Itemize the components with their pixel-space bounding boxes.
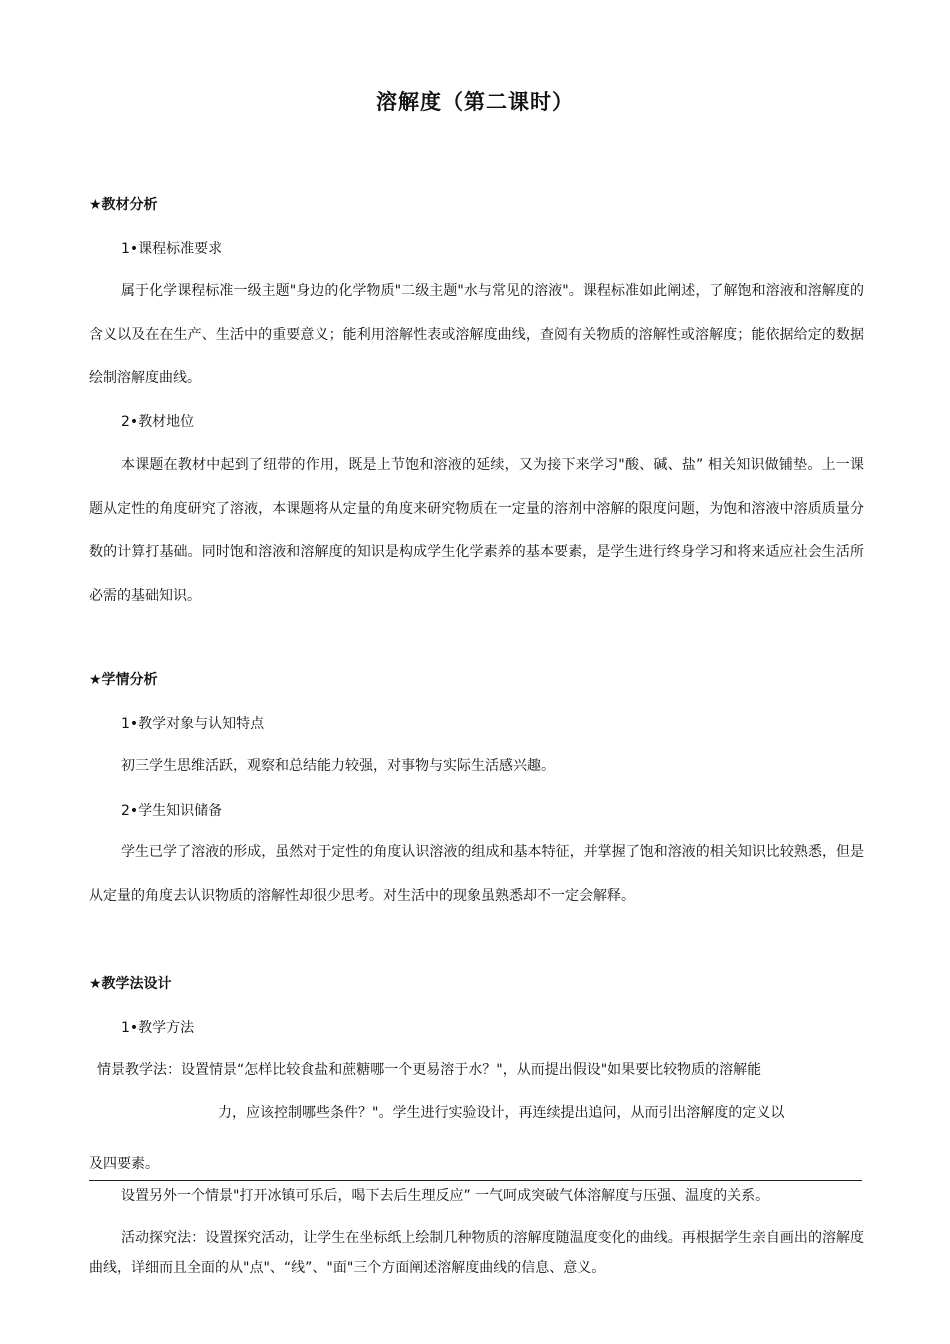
subheading-textbook-position: 2•教材地位 — [121, 414, 195, 430]
subheading-teaching-target: 1•教学对象与认知特点 — [121, 716, 265, 732]
paragraph-teaching-target: 初三学生思维活跃，观察和总结能力较强，对事物与实际生活感兴趣。 — [121, 758, 555, 774]
method-line-2: 力，应该控制哪些条件？"。学生进行实验设计，再连续提出追问，从而引出溶解度的定义以 — [218, 1105, 785, 1121]
horizontal-rule — [89, 1180, 862, 1181]
subheading-curriculum-standard: 1•课程标准要求 — [121, 241, 223, 257]
paragraph-activity-inquiry: 活动探究法：设置探究活动，让学生在坐标纸上绘制几种物质的溶解度随温度变化的曲线。再根据学生亲自画出的溶解度曲线，详细而且全面的从"点"、“线”、"面"三个方面阐述溶解度曲线的信息、意义。 — [89, 1230, 864, 1276]
method-line-1: 情景教学法：设置情景“怎样比较食盐和蔗糖哪一个更易溶于水？"，从而提出假设"如果要比较物质的溶解能 — [97, 1062, 762, 1078]
section-heading-teaching-design: ★教学法设计 — [89, 976, 172, 992]
document-title: 溶解度（第二课时） — [376, 90, 574, 114]
method-line-4: 设置另外一个情景"打开冰镇可乐后，喝下去后生理反应” 一气呵成突破气体溶解度与压强、温度的关系。 — [121, 1188, 770, 1204]
paragraph-student-knowledge: 学生已学了溶液的形成，虽然对于定性的角度认识溶液的组成和基本特征，并掌握了饱和溶液的相关知识比较熟悉，但是从定量的角度去认识物质的溶解性却很少思考。对生活中的现象虽熟悉却不一定会解释。 — [89, 844, 864, 904]
paragraph-curriculum-standard: 属于化学课程标准一级主题"身边的化学物质"二级主题"水与常见的溶液"。课程标准如此阐述，了解饱和溶液和溶解度的含义以及在在生产、生活中的重要意义；能利用溶解性表或溶解度曲线，查阅有关物质的溶解性或溶解度；能依据给定的数据绘制溶解度曲线。 — [89, 283, 864, 386]
section-heading-student-analysis: ★学情分析 — [89, 672, 158, 688]
method-line-3: 及四要素。 — [89, 1156, 159, 1172]
section-heading-textbook-analysis: ★教材分析 — [89, 197, 158, 213]
subheading-student-knowledge: 2•学生知识储备 — [121, 803, 223, 819]
subheading-teaching-method: 1•教学方法 — [121, 1020, 195, 1036]
paragraph-textbook-position: 本课题在教材中起到了纽带的作用，既是上节饱和溶液的延续，又为接下来学习"酸、碱、盐” 相关知识做铺垫。上一课题从定性的角度研究了溶液，本课题将从定量的角度来研究物质在一定量的溶剂中溶解的限度问题，为饱和溶液中溶质质量分数的计算打基础。同时饱和溶液和溶解度的知识是构成学生化学素养的基本要素，是学生进行终身学习和将来适应社会生活所必需的基础知识。 — [89, 457, 864, 604]
